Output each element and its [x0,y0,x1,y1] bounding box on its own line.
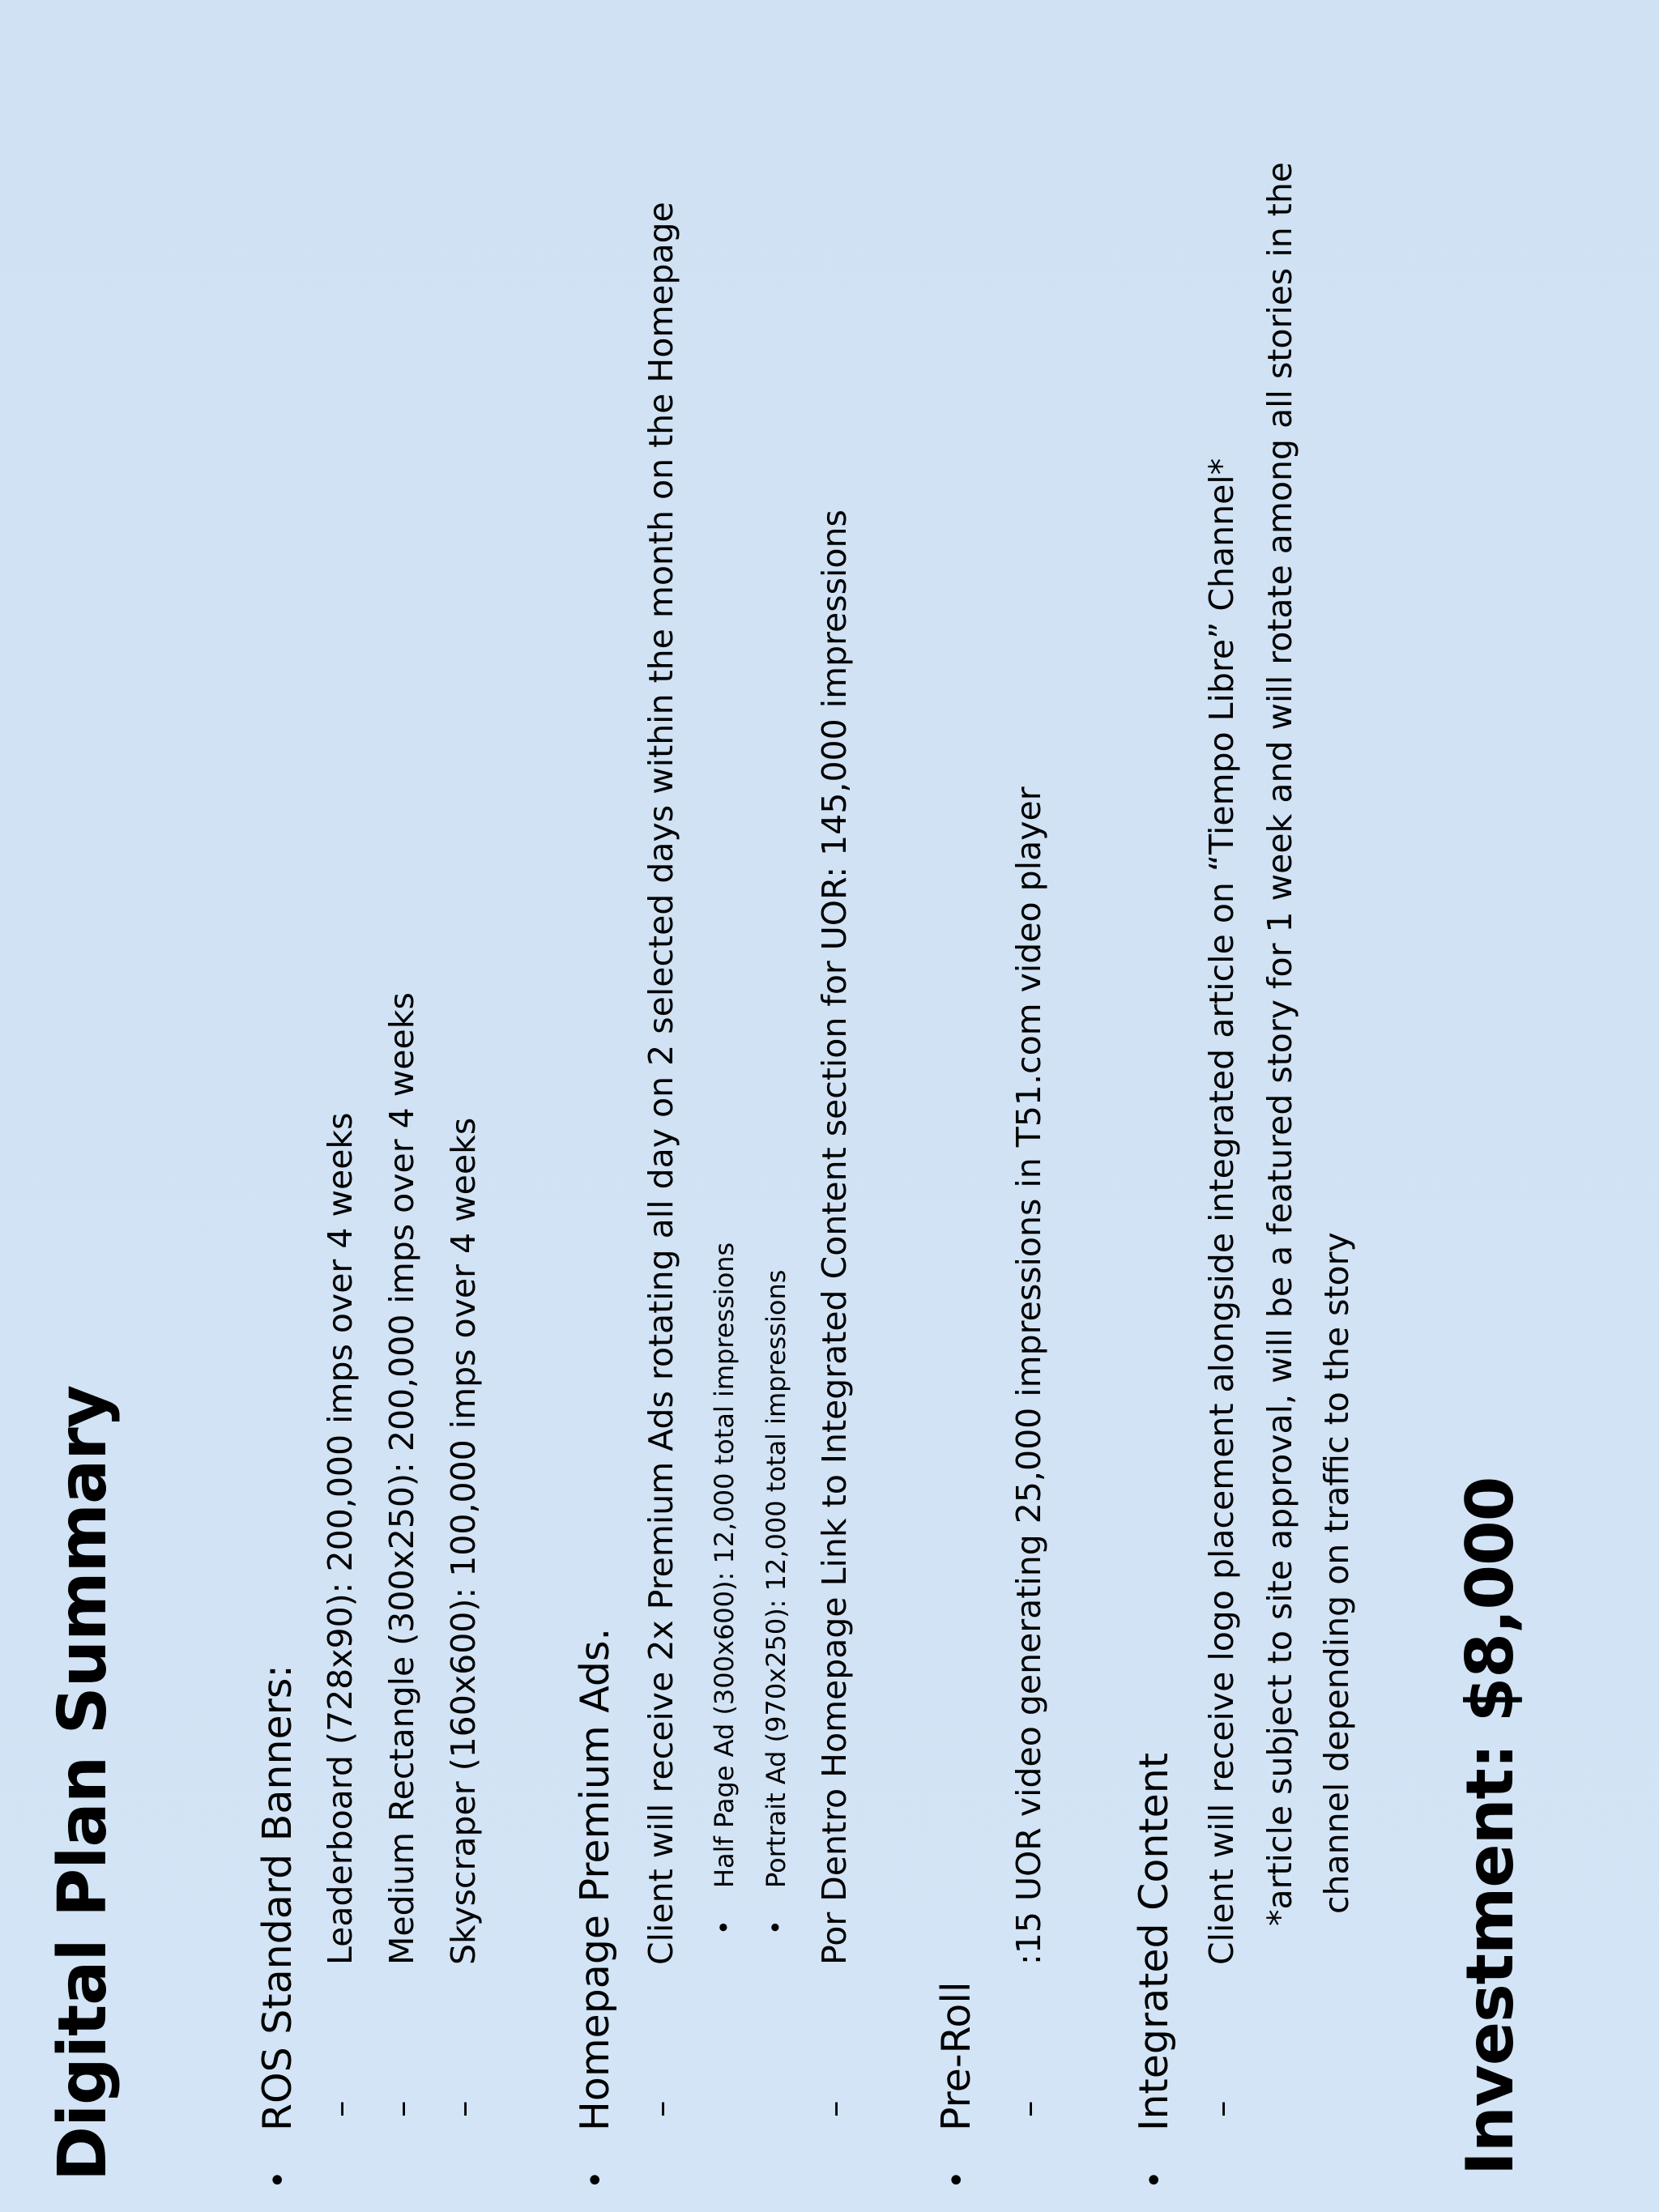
dash: – [1202,2100,1241,2117]
list-item-label: Client will receive logo placement alongside integrated article on “Tiempo Libre” Channel* [1202,458,1241,1965]
investment-total: Investment: $8,000 [1452,1477,1528,2176]
bullet: • [939,2170,976,2189]
sub-bullet: • [761,1920,791,1935]
bullet: • [1137,2170,1174,2189]
sub-bullet: • [709,1920,740,1935]
note-article-approval-continued: channel depending on traffic to the story [1317,1232,1356,1914]
list-item-label: :15 UOR video generating 25,000 impressions in T51.com video player [1009,786,1048,1965]
section-heading-label: Homepage Premium Ads. [572,1627,618,2131]
dash: – [642,2100,680,2117]
sub-item-label: Portrait Ad (970x250): 12,000 total impressions [761,1269,791,1888]
list-item-label: Skyscraper (160x600): 100,000 imps over 4 weeks [444,1117,483,1965]
dash: – [1009,2100,1048,2117]
sub-item-label: Half Page Ad (300x600): 12,000 total impressions [709,1242,740,1888]
section-heading-label: ROS Standard Banners: [254,1664,301,2131]
list-item-label: Medium Rectangle (300x250): 200,000 imps over 4 weeks [382,992,421,1965]
dash: – [815,2100,854,2117]
dash: – [444,2100,483,2117]
dash: – [321,2100,360,2117]
bullet: • [260,2170,297,2189]
bullet: • [578,2170,615,2189]
section-heading-label: Integrated Content [1131,1752,1177,2131]
page-title: Digital Plan Summary [45,1385,122,2181]
note-article-approval: *article subject to site approval, will be a featured story for 1 week and will rotate among all stories in the [1260,161,1299,1926]
list-item-label: Por Dentro Homepage Link to Integrated Content section for UOR: 145,000 impressions [815,509,854,1965]
list-item-label: Leaderboard (728x90): 200,000 imps over 4 weeks [321,1112,360,1965]
list-item-label: Client will receive 2x Premium Ads rotating all day on 2 selected days within the month on the Homepage [642,202,680,1965]
section-heading-label: Pre-Roll [933,1981,979,2131]
dash: – [382,2100,421,2117]
